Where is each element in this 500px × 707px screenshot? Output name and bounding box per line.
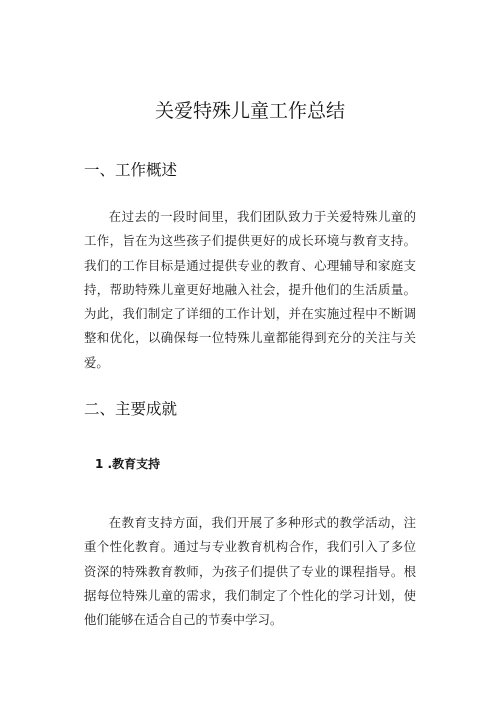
overview-paragraph: 在过去的一段时间里，我们团队致力于关爱特殊儿童的工作，旨在为这些孩子们提供更好的成长环境与教育支持。我们的工作目标是通过提供专业的教育、心理辅导和家庭支持，帮助特殊儿童更好地融入社会，提升他们的生活质量。为此，我们制定了详细的工作计划，并在实施过程中不断调整和优化，以确保每一位特殊儿童都能得到充分的关注与关爱。 (84, 209, 416, 370)
subheading-education-support: 1 .教育支持 (95, 457, 161, 471)
section-heading-achievements: 二、主要成就 (84, 400, 178, 418)
section-heading-overview: 一、工作概述 (84, 161, 178, 179)
education-support-paragraph: 在教育支持方面，我们开展了多种形式的教学活动，注重个性化教育。通过与专业教育机构合作，我们引入了多位资深的特殊教育教师，为孩子们提供了专业的课程指导。根据每位特殊儿童的需求，我们制定了个性化的学习计划，使他们能够在适合自己的节奏中学习。 (84, 515, 416, 628)
document-title: 关爱特殊儿童工作总结 (154, 100, 345, 122)
